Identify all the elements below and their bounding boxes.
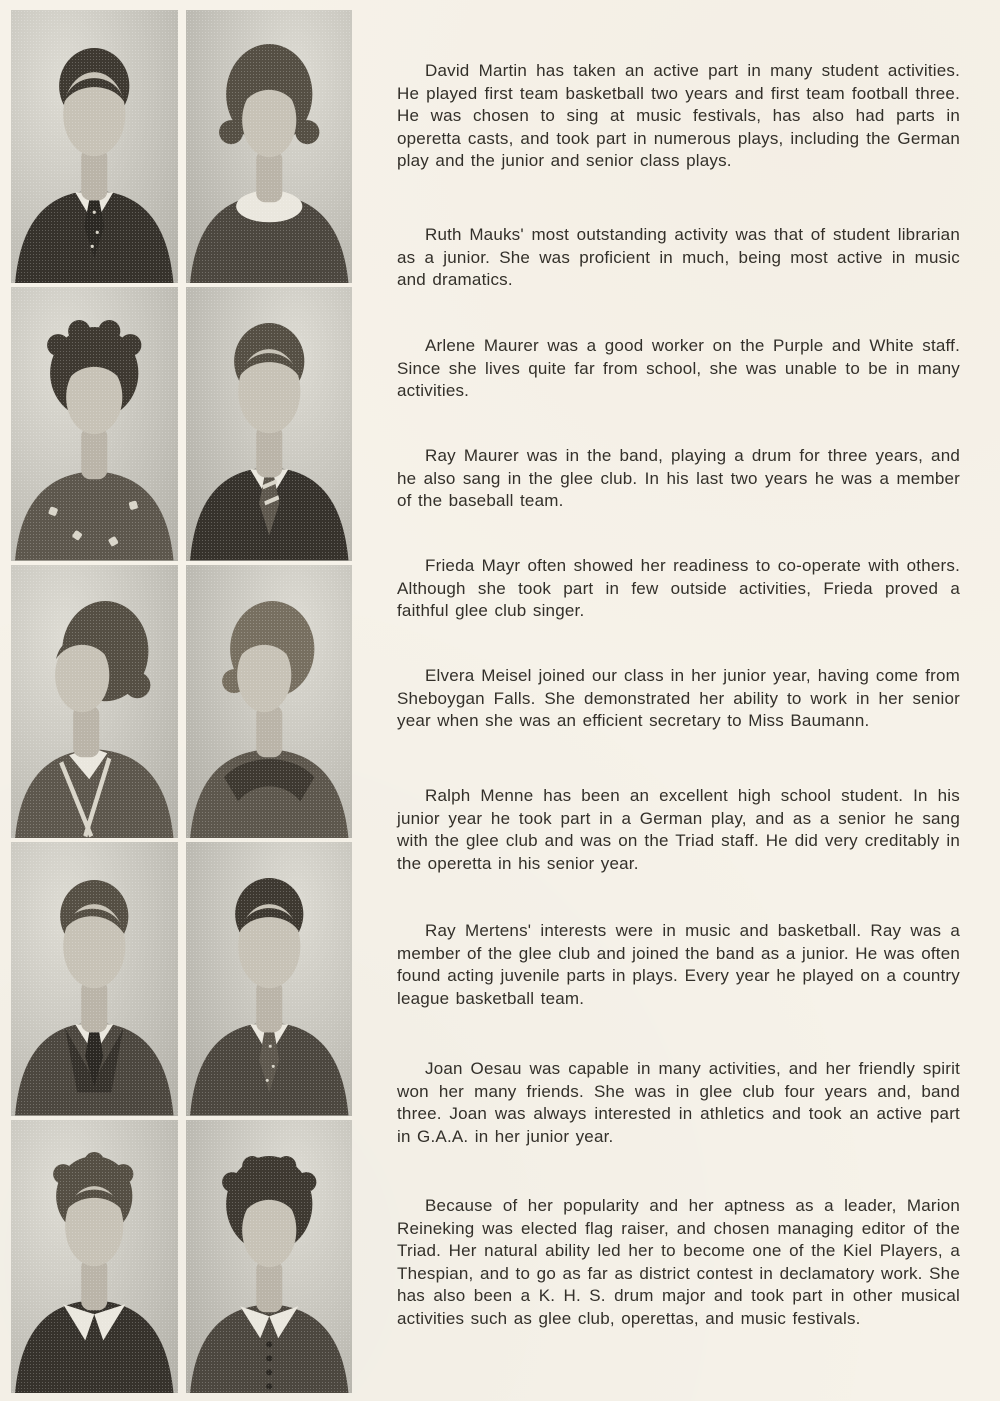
- bio-paragraph-joan-oesau: Joan Oesau was capable in many activities, and her friendly spirit won her many friends. She was in glee club four years and, band three. Joan was always interested in athletics and took an active part in G.A.A. in her junior year.: [397, 1059, 960, 1146]
- portrait-photo: [186, 565, 353, 838]
- portrait-silhouette-icon: [186, 842, 353, 1115]
- bio-paragraph-arlene-maurer: Arlene Maurer was a good worker on the Purple and White staff. Since she lives quite far from school, she was unable to be in many activities.: [397, 336, 960, 400]
- portrait-photo: [186, 10, 353, 283]
- portrait-photo: [186, 842, 353, 1115]
- portrait-silhouette-icon: [186, 1120, 353, 1393]
- bio-paragraph-david-martin: David Martin has taken an active part in many student activities. He played first team basketball two years and first team football three. He was chosen to sing at music festivals, has also had parts in operetta casts, and took part in numerous plays, including the German play and the junior and senior class plays.: [397, 61, 960, 170]
- portrait-grid: [11, 10, 352, 1393]
- portrait-photo: [186, 287, 353, 560]
- bio-paragraph-ray-maurer: Ray Maurer was in the band, playing a drum for three years, and he also sang in the glee club. In his last two years he was a member of the baseball team.: [397, 446, 960, 510]
- portrait-silhouette-icon: [186, 10, 353, 283]
- bio-paragraph-marion-reineking: Because of her popularity and her aptness as a leader, Marion Reineking was elected flag raiser, and chosen managing editor of the Triad. Her natural ability led her to become one of the Kiel Players, a Thespian, and to go as far as district contest in declamatory work. She has also been a K. H. S. drum major and took part in other musical activities such as glee club, operettas, and music festivals.: [397, 1196, 960, 1328]
- portrait-silhouette-icon: [11, 565, 178, 838]
- bio-paragraph-frieda-mayr: Frieda Mayr often showed her readiness to co-operate with others. Although she took part in few outside activities, Frieda proved a faithful glee club singer.: [397, 556, 960, 620]
- portrait-photo: [11, 842, 178, 1115]
- portrait-silhouette-icon: [11, 287, 178, 560]
- portrait-silhouette-icon: [186, 287, 353, 560]
- portrait-silhouette-icon: [186, 565, 353, 838]
- portrait-photo: [11, 10, 178, 283]
- bio-paragraph-elvera-meisel: Elvera Meisel joined our class in her junior year, having come from Sheboygan Falls. She demonstrated her ability to work in her senior year when she was an efficient secretary to Miss Baumann.: [397, 666, 960, 730]
- portrait-silhouette-icon: [11, 1120, 178, 1393]
- portrait-photo: [11, 565, 178, 838]
- portrait-photo: [11, 287, 178, 560]
- bio-paragraph-ruth-mauks: Ruth Mauks' most outstanding activity was that of student librarian as a junior. She was proficient in much, being most active in music and dramatics.: [397, 225, 960, 289]
- portrait-silhouette-icon: [11, 10, 178, 283]
- portrait-photo: [11, 1120, 178, 1393]
- portrait-photo: [186, 1120, 353, 1393]
- bio-paragraph-ralph-menne: Ralph Menne has been an excellent high school student. In his junior year he took part in a German play, and as a senior he sang with the glee club and was on the Triad staff. He did very creditably in the operetta in his senior year.: [397, 786, 960, 873]
- portrait-silhouette-icon: [11, 842, 178, 1115]
- bio-text-column: [397, 0, 960, 1401]
- bio-paragraph-ray-mertens: Ray Mertens' interests were in music and basketball. Ray was a member of the glee club and joined the band as a junior. He was often found acting juvenile parts in plays. Every year he played on a country league basketball team.: [397, 921, 960, 1008]
